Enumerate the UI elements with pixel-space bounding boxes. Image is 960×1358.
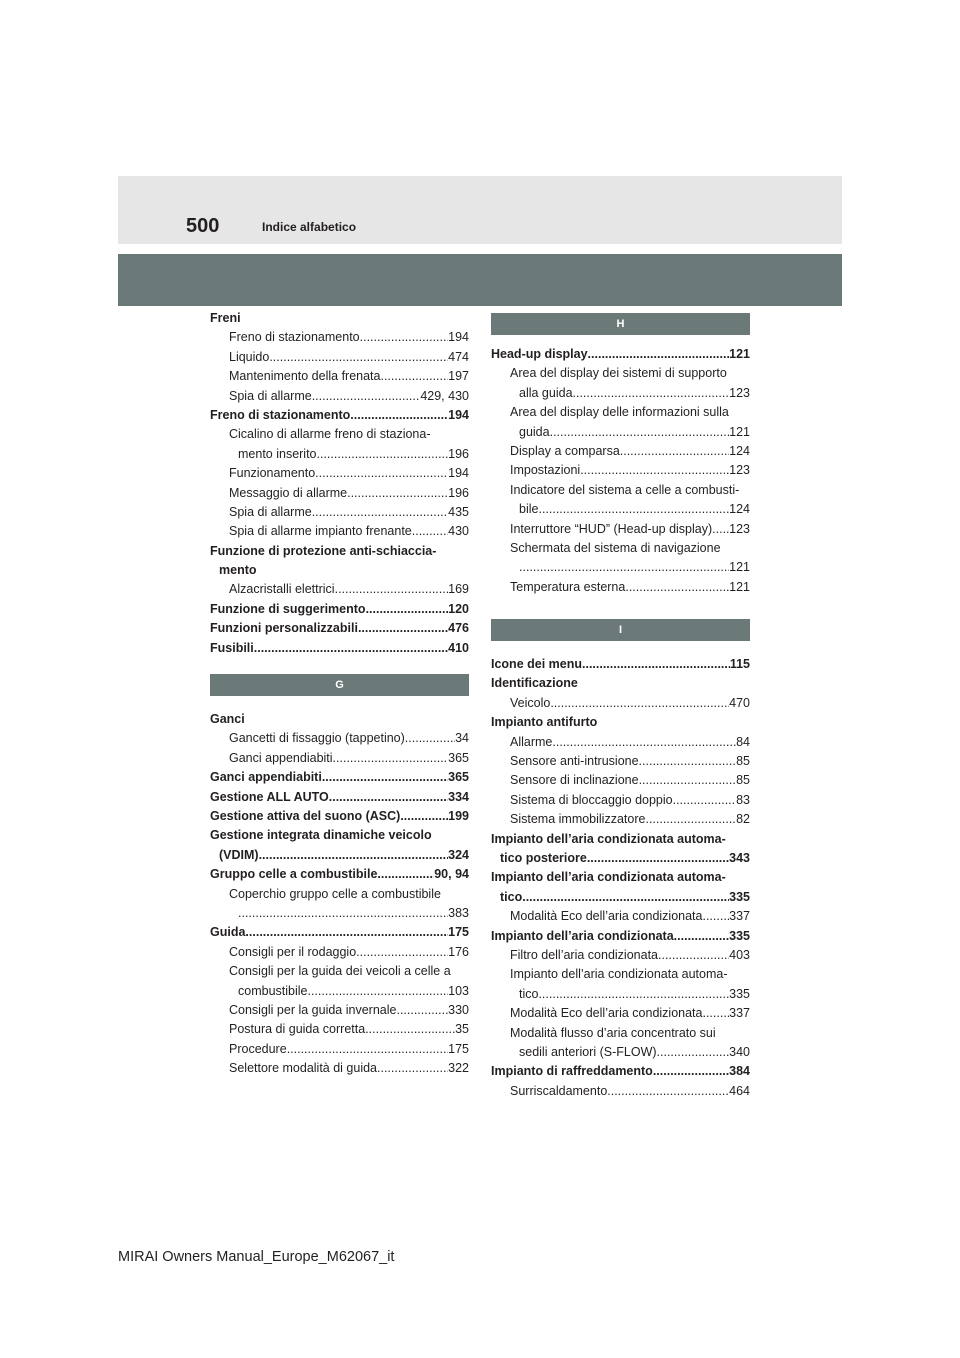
index-heading: Icone dei menu ..... 115: [491, 655, 750, 674]
index-entry-cont: mento inserito ..... 196: [210, 445, 469, 464]
index-entry: Liquido ..... 474: [210, 348, 469, 367]
index-heading: Freni: [210, 311, 241, 325]
index-heading: Impianto dell’aria condizionata automa-: [491, 870, 726, 885]
index-heading: Impianto antifurto: [491, 715, 598, 730]
index-entry: Allarme ..... 84: [491, 733, 750, 752]
index-entry: Procedure ..... 175: [210, 1040, 469, 1059]
index-entry: Veicolo ..... 470: [491, 694, 750, 713]
index-entry: Postura di guida corretta ..... 35: [210, 1020, 469, 1039]
spacer: [210, 658, 469, 674]
index-entry: Coperchio gruppo celle a combustibile: [229, 886, 441, 901]
index-heading: Freno di stazionamento ..... 194: [210, 406, 469, 425]
page-title: Indice alfabetico: [262, 220, 357, 234]
index-heading: Impianto di raffreddamento ..... 384: [491, 1062, 750, 1081]
index-entry: Freno di stazionamento ..... 194: [210, 328, 469, 347]
index-heading: Fusibili ..... 410: [210, 639, 469, 658]
index-entry: Spia di allarme ..... 429, 430: [210, 387, 469, 406]
index-entry: Funzionamento ..... 194: [210, 464, 469, 483]
index-entry-cont: ..... 121: [491, 558, 750, 577]
index-entry: Temperatura esterna ..... 121: [491, 578, 750, 597]
index-heading: Impianto dell’aria condizionata automa-: [491, 831, 726, 846]
index-entry: Modalità flusso d’aria concentrato sui: [510, 1025, 716, 1040]
index-heading: Impianto dell’aria condizionata ..... 335: [491, 927, 750, 946]
index-heading: Funzioni personalizzabili ..... 476: [210, 619, 469, 638]
index-entry: Indicatore del sistema a celle a combusti-: [510, 482, 740, 497]
index-entry: Area del display delle informazioni sulla: [510, 405, 729, 420]
spacer: [491, 641, 750, 655]
index-heading: Identificazione: [491, 676, 578, 691]
index-heading: Funzione di protezione anti-schiaccia-: [210, 543, 437, 558]
index-entry-cont: bile ..... 124: [491, 500, 750, 519]
index-heading: Funzione di suggerimento ..... 120: [210, 600, 469, 619]
index-column-left: [210, 309, 469, 1078]
index-heading-cont: (VDIM) ..... 324: [210, 846, 469, 865]
index-entry: Modalità Eco dell’aria condizionata ..... 337: [491, 1004, 750, 1023]
index-entry: Interruttore “HUD” (Head-up display) ..... 123: [491, 520, 750, 539]
index-entry-cont: sedili anteriori (S-FLOW) ..... 340: [491, 1043, 750, 1062]
index-entry: Sensore anti-intrusione ..... 85: [491, 752, 750, 771]
index-entry: Cicalino di allarme freno di staziona-: [229, 427, 431, 442]
index-entry: Area del display dei sistemi di supporto: [510, 366, 727, 381]
spacer: [210, 696, 469, 710]
index-heading: Ganci: [210, 712, 245, 727]
index-column-right: [491, 313, 750, 1101]
index-heading: Gruppo celle a combustibile ..... 90, 94: [210, 865, 469, 884]
footer-text: MIRAI Owners Manual_Europe_M62067_it: [118, 1249, 395, 1265]
index-entry: Sistema di bloccaggio doppio ..... 83: [491, 791, 750, 810]
index-entry: Schermata del sistema di navigazione: [510, 540, 721, 555]
index-heading-cont: tico posteriore ..... 343: [491, 849, 750, 868]
index-entry: Impostazioni ..... 123: [491, 461, 750, 480]
index-entry: Modalità Eco dell’aria condizionata ..... 337: [491, 907, 750, 926]
index-entry: Filtro dell’aria condizionata ..... 403: [491, 946, 750, 965]
spacer: [491, 335, 750, 345]
index-heading-cont: mento: [219, 563, 257, 578]
index-entry: Sistema immobilizzatore ..... 82: [491, 810, 750, 829]
index-heading: Gestione ALL AUTO ..... 334: [210, 788, 469, 807]
index-entry: Mantenimento della frenata ..... 197: [210, 367, 469, 386]
index-entry: Impianto dell’aria condizionata automa-: [510, 967, 728, 982]
index-heading: Ganci appendiabiti ..... 365: [210, 768, 469, 787]
index-entry-cont: ..... 383: [210, 904, 469, 923]
index-entry: Sensore di inclinazione ..... 85: [491, 771, 750, 790]
index-entry: Consigli per la guida dei veicoli a celle a: [229, 964, 451, 979]
index-heading: Gestione integrata dinamiche veicolo: [210, 828, 432, 843]
index-entry-cont: combustibile ..... 103: [210, 982, 469, 1001]
header-band: [118, 176, 842, 244]
index-heading: Guida ..... 175: [210, 923, 469, 942]
spacer: [491, 597, 750, 619]
index-heading: Head-up display ..... 121: [491, 345, 750, 364]
index-entry: Consigli per la guida invernale ..... 330: [210, 1001, 469, 1020]
index-entry: Selettore modalità di guida ..... 322: [210, 1059, 469, 1078]
index-entry: Ganci appendiabiti ..... 365: [210, 749, 469, 768]
header-dark-band: [118, 254, 842, 306]
index-entry: Surriscaldamento ..... 464: [491, 1082, 750, 1101]
index-entry: Spia di allarme impianto frenante ..... 430: [210, 522, 469, 541]
index-entry: Gancetti di fissaggio (tappetino) ..... 34: [210, 729, 469, 748]
index-entry: Consigli per il rodaggio ..... 176: [210, 943, 469, 962]
index-entry-cont: guida ..... 121: [491, 423, 750, 442]
index-entry-cont: tico ..... 335: [491, 985, 750, 1004]
section-letter-g: G: [210, 674, 469, 696]
index-entry-cont: alla guida ..... 123: [491, 384, 750, 403]
index-entry: Display a comparsa ..... 124: [491, 442, 750, 461]
section-letter-i: I: [491, 619, 750, 641]
page-number: 500: [186, 215, 220, 237]
section-letter-h: H: [491, 313, 750, 335]
index-heading-cont: tico ..... 335: [491, 888, 750, 907]
index-entry: Alzacristalli elettrici ..... 169: [210, 580, 469, 599]
index-heading: Gestione attiva del suono (ASC) ..... 199: [210, 807, 469, 826]
index-entry: Spia di allarme ..... 435: [210, 503, 469, 522]
index-entry: Messaggio di allarme ..... 196: [210, 484, 469, 503]
